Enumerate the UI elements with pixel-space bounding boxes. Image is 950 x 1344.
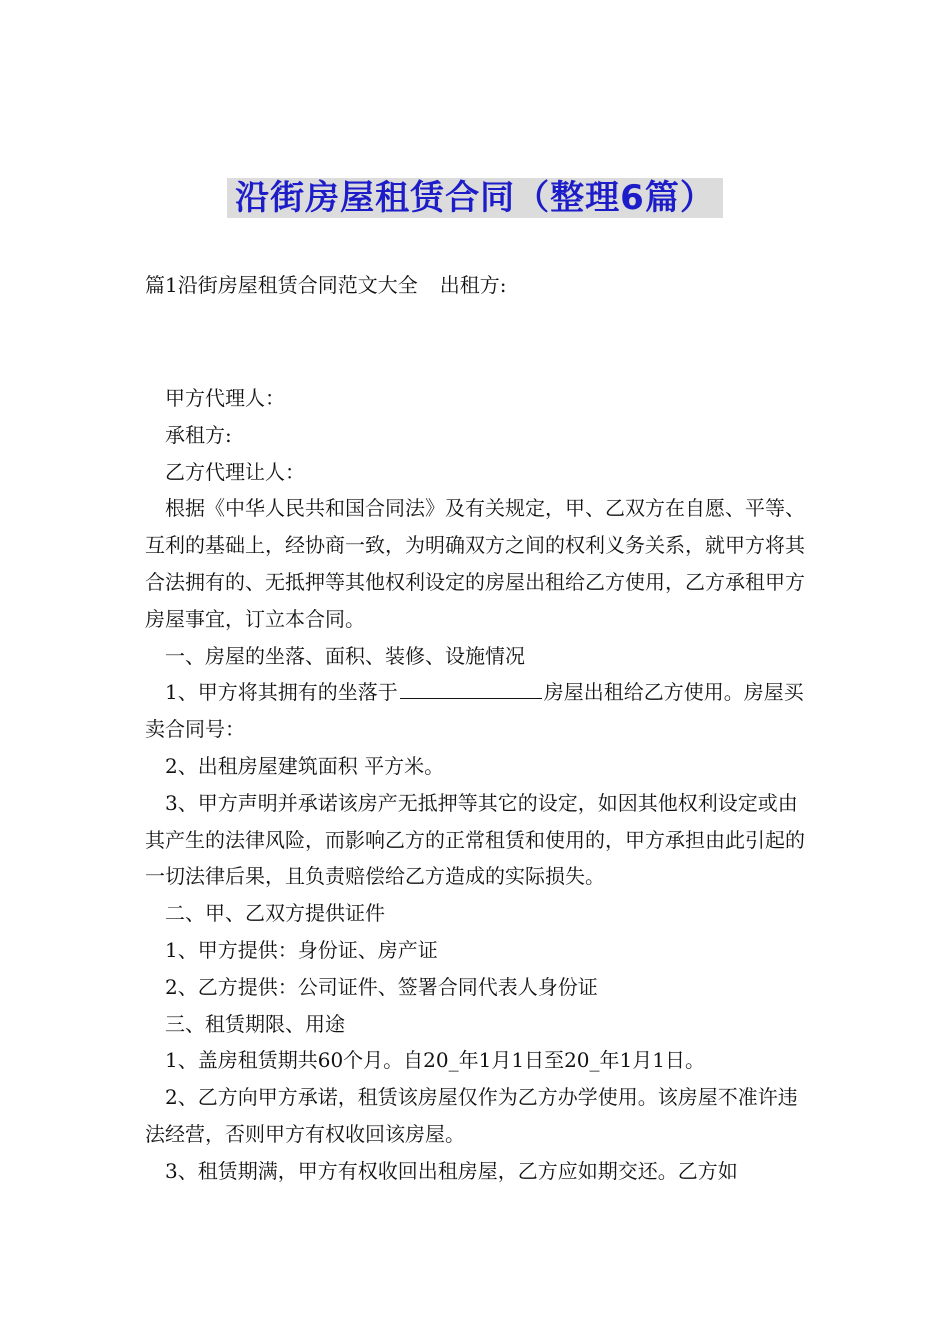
subheading-line xyxy=(145,270,506,300)
section-heading-2: 二、甲、乙双方提供证件 xyxy=(165,901,385,926)
paragraph-preamble: 根据《中华人民共和国合同法》及有关规定，甲、乙双方在自愿、平等、互利的基础上，经协商一致，为明确双方之间的权利义务关系，就甲方将其合法拥有的、无抵押等其他权利设定的房屋出租给乙方使用，乙方承租甲方房屋事宜，订立本合同。 xyxy=(145,496,805,631)
clause-1-1-start: 1、甲方将其拥有的坐落于 xyxy=(165,680,398,705)
paragraph-clause-3-1: 1、盖房租赁期共60个月。自20_年1月1日至20_年1月1日。 xyxy=(165,1048,705,1073)
paragraph-lessee: 承租方: xyxy=(165,422,232,447)
title-wrap xyxy=(0,178,950,218)
section-heading-3: 三、租赁期限、用途 xyxy=(165,1011,345,1036)
paragraph-clause-1-2: 2、出租房屋建筑面积 平方米。 xyxy=(165,753,445,778)
contract-body xyxy=(145,380,815,1190)
paragraph-clause-1-3: 3、甲方声明并承诺该房产无抵押等其它的设定，如因其他权利设定或由其产生的法律风险，而影响乙方的正常租赁和使用的，甲方承担由此引起的一切法律后果，且负责赔偿给乙方造成的实际损失。 xyxy=(145,790,805,889)
paragraph-clause-3-2: 2、乙方向甲方承诺，租赁该房屋仅作为乙方办学使用。该房屋不准许违法经营，否则甲方有权收回该房屋。 xyxy=(145,1085,798,1146)
paragraph-clause-2-2: 2、乙方提供：公司证件、签署合同代表人身份证 xyxy=(165,974,598,999)
lessor-label: 出租方: xyxy=(439,273,507,297)
address-blank xyxy=(400,678,542,699)
paragraph-lessee-agent: 乙方代理让人： xyxy=(165,459,305,484)
paragraph-lessor-agent: 甲方代理人： xyxy=(165,386,285,410)
paragraph-clause-2-1: 1、甲方提供：身份证、房产证 xyxy=(165,937,438,962)
paragraph-clause-3-3: 3、租赁期满，甲方有权收回出租房屋，乙方应如期交还。乙方如 xyxy=(165,1158,738,1183)
part-heading: 篇1沿街房屋租赁合同范文大全 xyxy=(145,273,418,297)
paragraph-clause-1-1 xyxy=(145,674,815,748)
clause-1-1-end: 房屋出租给乙方使用。房屋买卖合同号： xyxy=(145,680,804,742)
document-title: 沿街房屋租赁合同（整理6篇） xyxy=(227,178,723,218)
section-heading-1: 一、房屋的坐落、面积、装修、设施情况 xyxy=(165,643,525,668)
